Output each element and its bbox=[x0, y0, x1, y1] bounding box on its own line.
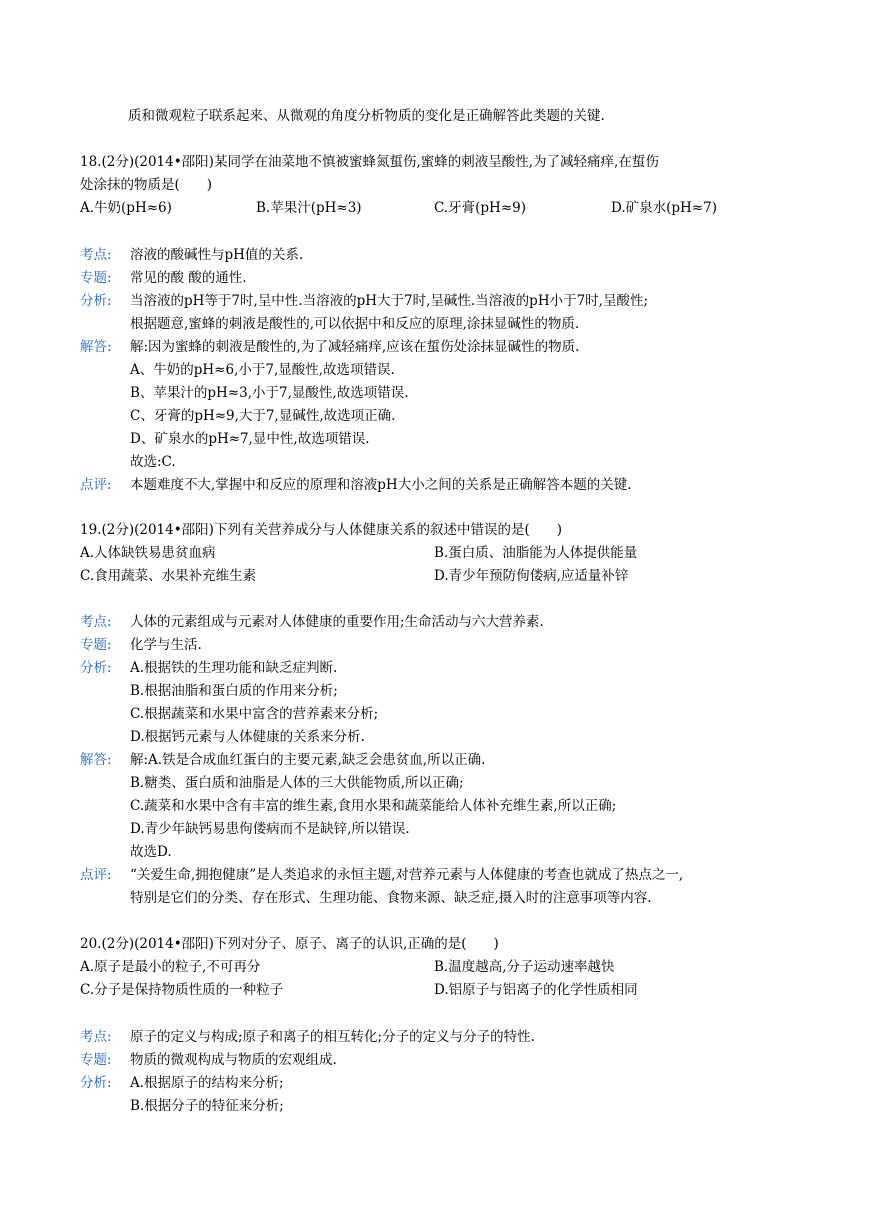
q19-jieda-line-5: 故选D. bbox=[130, 844, 172, 860]
q20-fenxi-line-1: A.根据原子的结构来分析; bbox=[130, 1075, 284, 1091]
intro-tail-text: 质和微观粒子联系起来、从微观的角度分析物质的变化是正确解答此类题的关键. bbox=[128, 108, 605, 124]
q18-jieda-line-4: C、牙膏的pH≈9,大于7,显碱性,故选项正确. bbox=[130, 408, 396, 424]
q18-jieda-label: 解答: bbox=[80, 339, 112, 355]
q20-zhuanti-label: 专题: bbox=[80, 1052, 112, 1068]
q20-option-d: D.铝原子与铝离子的化学性质相同 bbox=[434, 982, 638, 998]
q19-option-a: A.人体缺铁易患贫血病 bbox=[80, 545, 216, 561]
q18-kaodian-label: 考点: bbox=[80, 247, 112, 263]
q18-dianping-text: 本题难度不大,掌握中和反应的原理和溶液pH大小之间的关系是正确解答本题的关键. bbox=[130, 477, 632, 493]
q18-jieda-line-2: A、牛奶的pH≈6,小于7,显酸性,故选项错误. bbox=[130, 362, 395, 378]
q18-stem-line-2: 处涂抹的物质是( ) bbox=[80, 177, 213, 193]
q18-jieda-line-3: B、苹果汁的pH≈3,小于7,显酸性,故选项错误. bbox=[130, 385, 409, 401]
q18-option-d: D.矿泉水(pH≈7) bbox=[611, 200, 717, 216]
q19-option-c: C.食用蔬菜、水果补充维生素 bbox=[80, 568, 257, 584]
q18-fenxi-line-1: 当溶液的pH等于7时,呈中性.当溶液的pH大于7时,呈碱性.当溶液的pH小于7时,呈酸性; bbox=[130, 293, 649, 309]
q19-zhuanti-label: 专题: bbox=[80, 637, 112, 653]
q20-option-b: B.温度越高,分子运动速率越快 bbox=[434, 959, 615, 975]
q18-zhuanti-text: 常见的酸 酸的通性. bbox=[130, 270, 247, 286]
q19-option-d: D.青少年预防佝偻病,应适量补锌 bbox=[434, 568, 629, 584]
q19-dianping-label: 点评: bbox=[80, 867, 112, 883]
q18-jieda-line-6: 故选:C. bbox=[130, 454, 176, 470]
q18-option-a: A.牛奶(pH≈6) bbox=[80, 200, 172, 216]
q19-jieda-line-3: C.蔬菜和水果中含有丰富的维生素,食用水果和蔬菜能给人体补充维生素,所以正确; bbox=[130, 798, 617, 814]
q19-fenxi-line-2: B.根据油脂和蛋白质的作用来分析; bbox=[130, 683, 338, 699]
q19-jieda-line-1: 解:A.铁是合成血红蛋白的主要元素,缺乏会患贫血,所以正确. bbox=[130, 752, 486, 768]
q19-stem: 19.(2分)(2014•邵阳)下列有关营养成分与人体健康关系的叙述中错误的是( ) bbox=[80, 522, 562, 538]
q19-jieda-line-4: D.青少年缺钙易患佝偻病而不是缺锌,所以错误. bbox=[130, 821, 410, 837]
q18-zhuanti-label: 专题: bbox=[80, 270, 112, 286]
q19-dianping-line-1: “关爱生命,拥抱健康”是人类追求的永恒主题,对营养元素与人体健康的考查也就成了热点之一, bbox=[130, 867, 684, 883]
q19-dianping-line-2: 特别是它们的分类、存在形式、生理功能、食物来源、缺乏症,摄入时的注意事项等内容. bbox=[130, 890, 652, 906]
q19-fenxi-line-1: A.根据铁的生理功能和缺乏症判断. bbox=[130, 660, 338, 676]
q18-jieda-line-1: 解:因为蜜蜂的刺液是酸性的,为了减轻痛痒,应该在蜇伤处涂抹显碱性的物质. bbox=[130, 339, 580, 355]
q19-kaodian-text: 人体的元素组成与元素对人体健康的重要作用;生命活动与六大营养素. bbox=[130, 614, 544, 630]
q20-zhuanti-text: 物质的微观构成与物质的宏观组成. bbox=[130, 1052, 337, 1068]
q19-fenxi-line-3: C.根据蔬菜和水果中富含的营养素来分析; bbox=[130, 706, 379, 722]
q20-fenxi-line-2: B.根据分子的特征来分析; bbox=[130, 1098, 284, 1114]
q18-option-c: C.牙膏(pH≈9) bbox=[434, 200, 526, 216]
q20-kaodian-label: 考点: bbox=[80, 1029, 112, 1045]
q18-kaodian-text: 溶液的酸碱性与pH值的关系. bbox=[130, 247, 304, 263]
q18-jieda-line-5: D、矿泉水的pH≈7,显中性,故选项错误. bbox=[130, 431, 370, 447]
q20-kaodian-text: 原子的定义与构成;原子和离子的相互转化;分子的定义与分子的特性. bbox=[130, 1029, 535, 1045]
q20-fenxi-label: 分析: bbox=[80, 1075, 112, 1091]
q20-stem: 20.(2分)(2014•邵阳)下列对分子、原子、离子的认识,正确的是( ) bbox=[80, 936, 499, 952]
q18-dianping-label: 点评: bbox=[80, 477, 112, 493]
q19-fenxi-line-4: D.根据钙元素与人体健康的关系来分析. bbox=[130, 729, 365, 745]
q19-zhuanti-text: 化学与生活. bbox=[130, 637, 202, 653]
q18-option-b: B.苹果汁(pH≈3) bbox=[256, 200, 362, 216]
q19-kaodian-label: 考点: bbox=[80, 614, 112, 630]
q19-option-b: B.蛋白质、油脂能为人体提供能量 bbox=[434, 545, 638, 561]
q20-option-a: A.原子是最小的粒子,不可再分 bbox=[80, 959, 261, 975]
q20-option-c: C.分子是保持物质性质的一种粒子 bbox=[80, 982, 284, 998]
q19-fenxi-label: 分析: bbox=[80, 660, 112, 676]
q19-jieda-label: 解答: bbox=[80, 752, 112, 768]
q18-fenxi-label: 分析: bbox=[80, 293, 112, 309]
q18-stem-line-1: 18.(2分)(2014•邵阳)某同学在油菜地不慎被蜜蜂氮蜇伤,蜜蜂的刺液呈酸性,为了减轻痛痒,在蜇伤 bbox=[80, 154, 659, 170]
q18-fenxi-line-2: 根据题意,蜜蜂的刺液是酸性的,可以依据中和反应的原理,涂抹显碱性的物质. bbox=[130, 316, 580, 332]
q19-jieda-line-2: B.糖类、蛋白质和油脂是人体的三大供能物质,所以正确; bbox=[130, 775, 464, 791]
